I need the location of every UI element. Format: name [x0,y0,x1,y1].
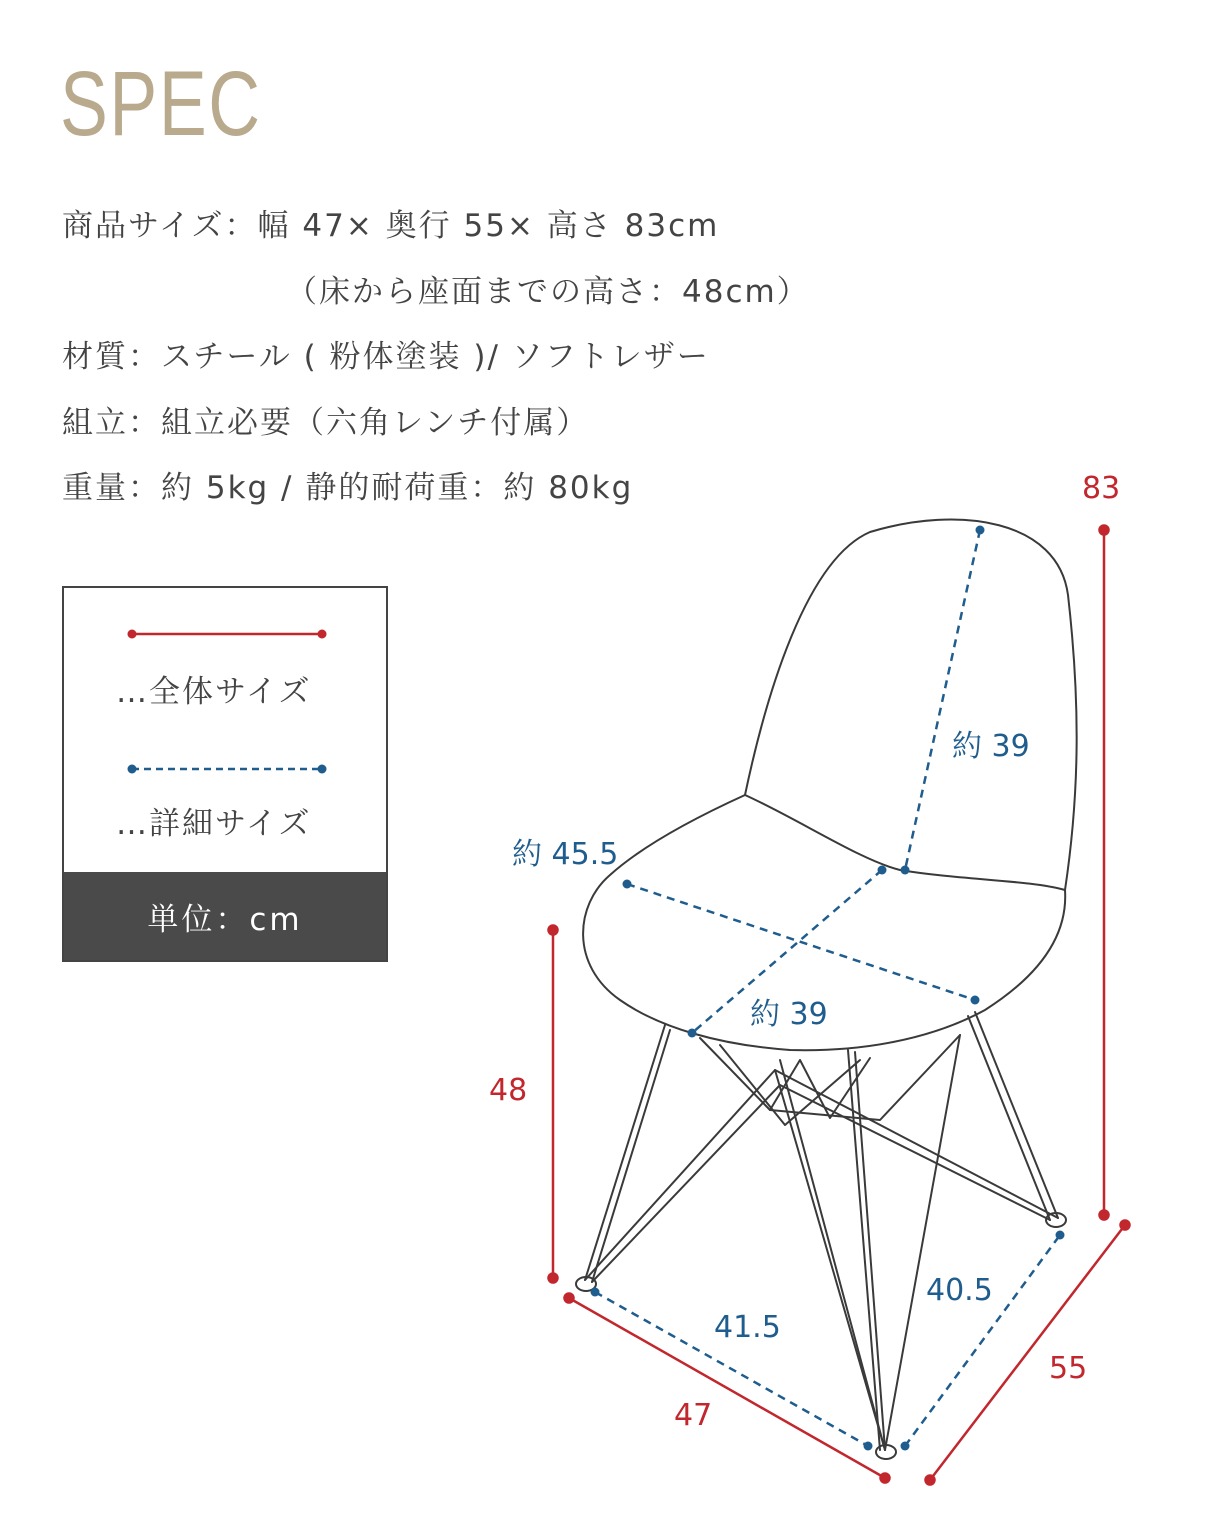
unit-label: 単位：cm [64,872,386,960]
overall-dimensions [549,526,1130,1485]
width-total-dot-right [881,1474,890,1483]
chair-leg-front-left-inner [592,1030,670,1282]
back-height-line [905,530,980,870]
chair-leg-back-right [975,1012,1058,1218]
chair-leg-front-left [585,1025,665,1280]
spec-assembly: 組立：組立必要（六角レンチ付属） [62,405,590,441]
seat-height-label: 48 [489,1073,528,1108]
spec-weight: 重量：約 5kg / 静的耐荷重：約 80kg [62,470,634,506]
chair-leg-back-right-inner [968,1016,1050,1220]
legend-detail-label: …詳細サイズ [116,806,312,842]
leg-depth-label: 40.5 [926,1273,993,1308]
seat-height-dot-top [549,926,558,935]
depth-total-label: 55 [1049,1351,1088,1386]
chair-seat-crease [745,795,1065,890]
detail-dimensions [595,530,1060,1446]
height-total-label: 83 [1082,471,1121,506]
legend-overall-label: …全体サイズ [116,674,312,710]
leg-width-label: 41.5 [714,1310,781,1345]
chair-leg-front-right [855,1052,885,1450]
seat-depth-label: 約 39 [750,997,828,1032]
spec-seat-height: （床から座面までの高さ：48cm） [286,274,810,310]
seat-height-dot-bottom [549,1274,558,1283]
depth-total-dot-right [1121,1221,1130,1230]
back-height-label: 約 39 [952,729,1030,764]
chair-backrest [745,520,1077,890]
height-total-dot-bottom [1100,1211,1109,1220]
spec-material: 材質：スチール ( 粉体塗装 )/ ソフトレザー [62,339,710,375]
height-total-dot-top [1100,526,1109,535]
depth-total-line [930,1225,1125,1480]
chair-wire-6 [775,1070,885,1450]
detail-dimension-dots [591,526,1065,1451]
width-total-dot-left [565,1294,574,1303]
chair-wire-2 [720,1045,860,1125]
width-total-label: 47 [674,1398,713,1433]
seat-width-label: 約 45.5 [512,837,619,872]
chair-wire-1 [700,1035,960,1120]
depth-total-dot-left [926,1476,935,1485]
page-title: SPEC [60,53,262,155]
spec-size: 商品サイズ：幅 47× 奥行 55× 高さ 83cm [62,208,720,244]
chair-drawing [576,520,1077,1459]
seat-width-line [627,884,975,1000]
